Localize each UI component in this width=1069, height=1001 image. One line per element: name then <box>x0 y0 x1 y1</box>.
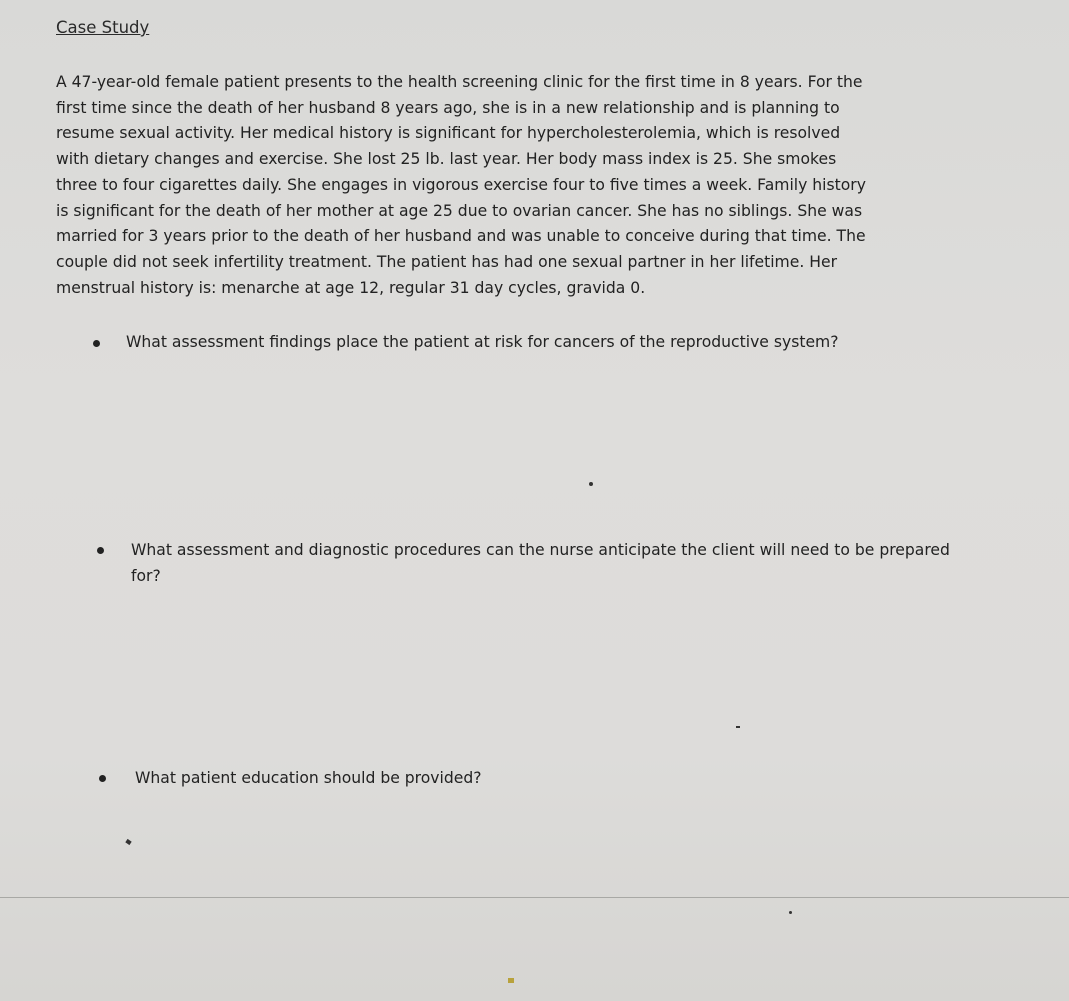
case-line: A 47-year-old female patient presents to the health screening clinic for the first time in 8 years. For the <box>56 73 863 91</box>
case-line: couple did not seek infertility treatment. The patient has had one sexual partner in her lifetime. Her <box>56 252 837 271</box>
page-marker <box>508 978 514 983</box>
stray-mark <box>736 726 740 728</box>
case-line: with dietary changes and exercise. She lost 25 lb. last year. Her body mass index is 25. She smokes <box>56 150 837 169</box>
stray-mark <box>789 911 792 914</box>
page-divider <box>0 897 1069 898</box>
case-line: is significant for the death of her mother at age 25 due to ovarian cancer. She has no siblings. She was <box>56 201 863 220</box>
case-description <box>56 70 946 301</box>
stray-mark <box>125 839 131 845</box>
case-line: married for 3 years prior to the death of her husband and was unable to conceive during that time. The <box>56 227 866 246</box>
case-study-heading: Case Study <box>56 18 150 37</box>
bullet-icon <box>99 775 106 782</box>
case-line: three to four cigarettes daily. She engages in vigorous exercise four to five times a week. Family history <box>56 175 866 194</box>
stray-mark <box>589 482 593 486</box>
question-patient-education: What patient education should be provided? <box>135 769 482 787</box>
bullet-icon <box>97 547 104 554</box>
case-line: menstrual history is: menarche at age 12, regular 31 day cycles, gravida 0. <box>56 278 646 297</box>
question-risk-findings: What assessment findings place the patient at risk for cancers of the reproductive system? <box>126 333 839 351</box>
case-line: resume sexual activity. Her medical history is significant for hypercholesterolemia, which is resolved <box>56 124 841 143</box>
question-diagnostic-procedures: What assessment and diagnostic procedures can the nurse anticipate the client will need to be prepared for? <box>131 541 950 585</box>
bullet-icon <box>93 340 100 347</box>
case-line: first time since the death of her husband 8 years ago, she is in a new relationship and is planning to <box>56 98 840 117</box>
